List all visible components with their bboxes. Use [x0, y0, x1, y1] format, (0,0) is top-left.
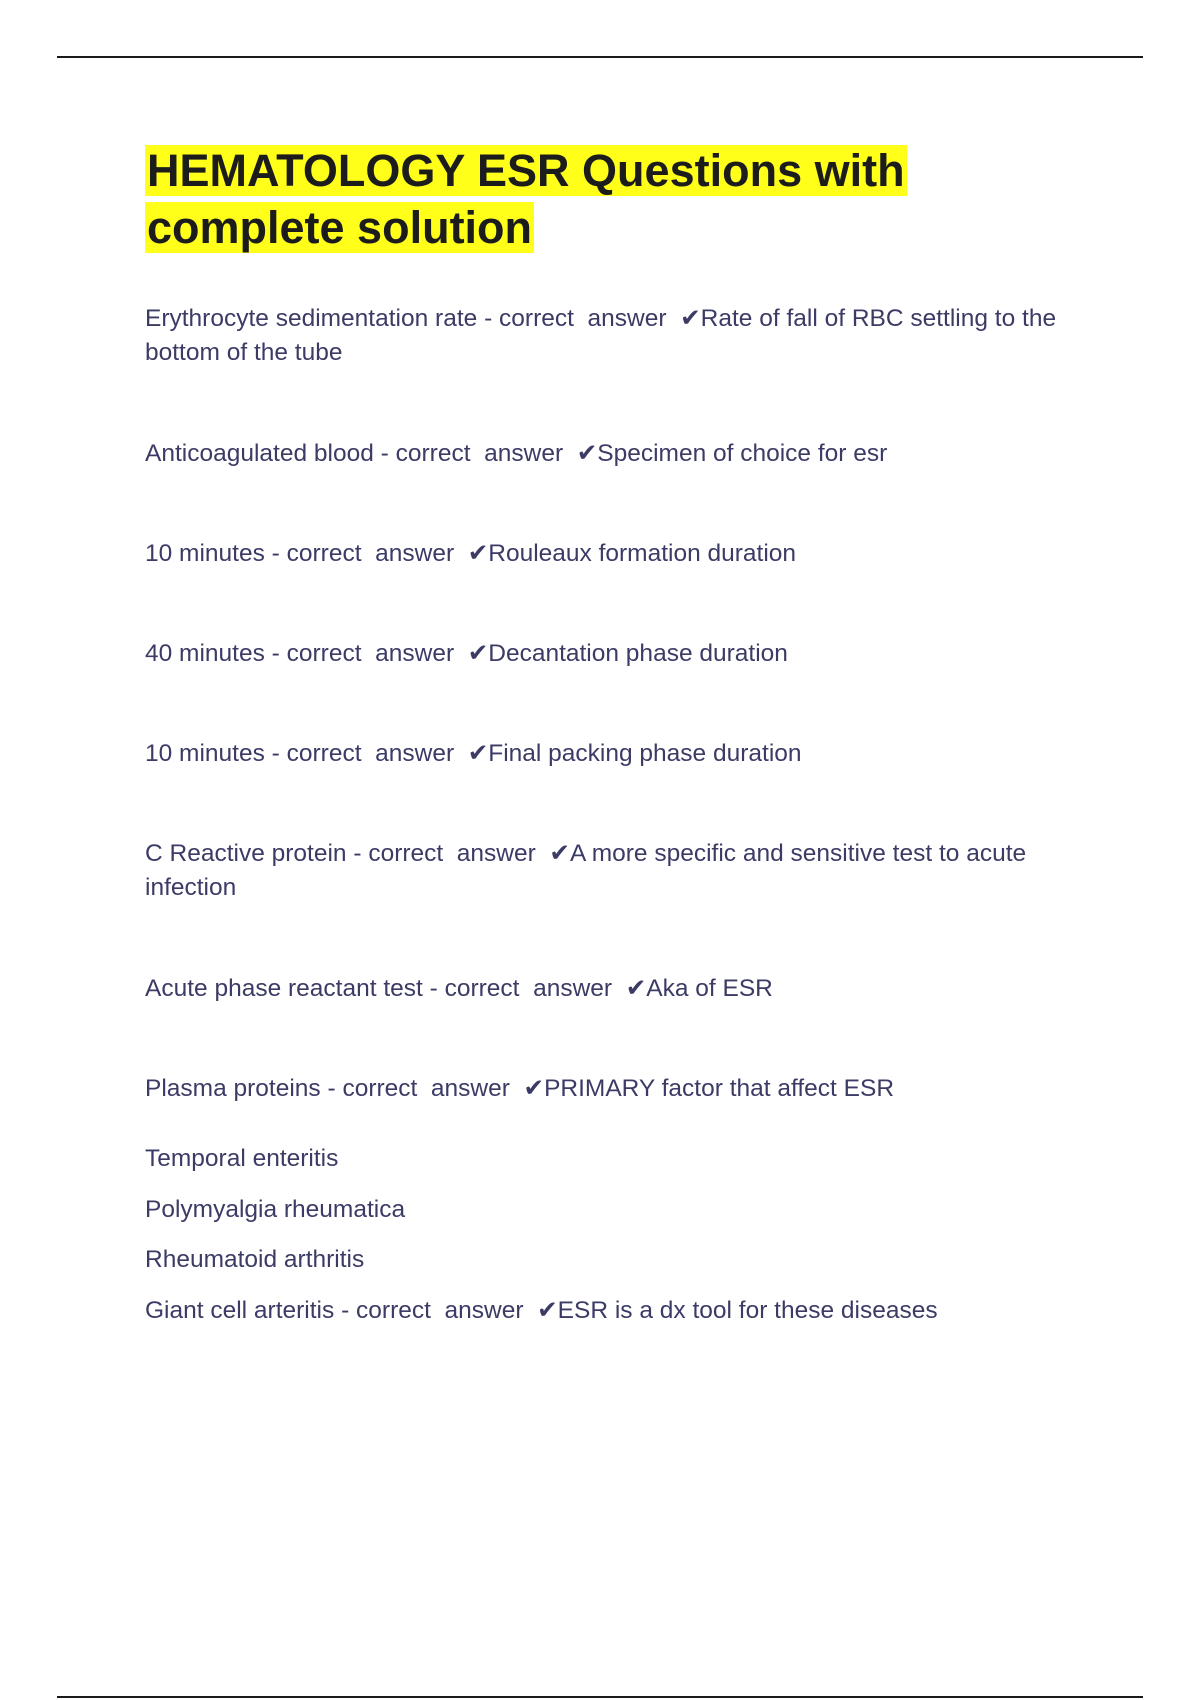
qa-term: 40 minutes: [145, 640, 265, 667]
qa-separator: - correct answer: [422, 975, 626, 1002]
qa-separator: - correct answer: [264, 640, 468, 667]
qa-item: [145, 1072, 1095, 1106]
qa-term: 10 minutes: [145, 740, 265, 767]
qa-separator: - correct answer: [264, 740, 468, 767]
disease-line: Rheumatoid arthritis: [145, 1246, 365, 1273]
checkmark-icon: ✔: [467, 640, 489, 667]
qa-separator: - correct answer: [334, 1296, 538, 1324]
qa-separator: - correct answer: [264, 540, 468, 567]
qa-answer: Aka of ESR: [646, 975, 773, 1002]
qa-item-multiline: [145, 1142, 1095, 1328]
qa-answer: Decantation phase duration: [488, 640, 788, 667]
checkmark-icon: ✔: [467, 740, 489, 767]
qa-separator: - correct answer: [373, 440, 577, 467]
qa-item: [145, 837, 1095, 905]
top-rule: [57, 56, 1143, 58]
qa-separator: - correct answer: [320, 1075, 524, 1102]
checkmark-icon: ✔: [537, 1296, 558, 1324]
qa-term: Giant cell arteritis: [145, 1296, 335, 1324]
qa-answer: ESR is a dx tool for these diseases: [557, 1296, 938, 1324]
checkmark-icon: ✔: [549, 840, 570, 867]
qa-item: [145, 972, 1095, 1006]
disease-line: Polymyalgia rheumatica: [145, 1195, 406, 1223]
qa-item: [145, 537, 1095, 571]
qa-answer: Rate of fall of RBC settling to the bottom of the tube: [145, 305, 1057, 366]
checkmark-icon: ✔: [625, 975, 647, 1002]
document-title: [145, 142, 1095, 256]
qa-answer: Specimen of choice for esr: [597, 440, 888, 467]
qa-item: [145, 637, 1095, 671]
qa-item: [145, 302, 1095, 370]
checkmark-icon: ✔: [576, 440, 598, 467]
bottom-rule: [57, 1696, 1143, 1698]
checkmark-icon: ✔: [680, 305, 701, 332]
qa-separator: - correct answer: [346, 840, 550, 867]
checkmark-icon: ✔: [523, 1075, 545, 1102]
qa-item: [145, 737, 1095, 771]
qa-term: Acute phase reactant test: [145, 975, 423, 1002]
checkmark-icon: ✔: [467, 540, 489, 567]
qa-answer: PRIMARY factor that affect ESR: [544, 1075, 895, 1102]
qa-list: [145, 302, 1095, 1328]
qa-answer: Final packing phase duration: [488, 740, 802, 767]
disease-line: Temporal enteritis: [145, 1145, 339, 1172]
qa-answer: A more specific and sensitive test to acute infection: [145, 840, 1027, 901]
qa-final-line: [145, 1294, 1095, 1328]
document-body: [145, 142, 1095, 1344]
title-highlight: HEMATOLOGY ESR Questions with complete solution: [147, 145, 905, 253]
qa-term: Plasma proteins: [145, 1075, 321, 1102]
qa-term: 10 minutes: [145, 540, 265, 567]
qa-separator: - correct answer: [477, 305, 681, 332]
qa-answer: Rouleaux formation duration: [488, 540, 797, 567]
qa-term: C Reactive protein: [145, 840, 347, 867]
qa-term: Anticoagulated blood: [145, 440, 374, 467]
qa-item: [145, 437, 1095, 471]
qa-term: Erythrocyte sedimentation rate: [145, 305, 478, 332]
